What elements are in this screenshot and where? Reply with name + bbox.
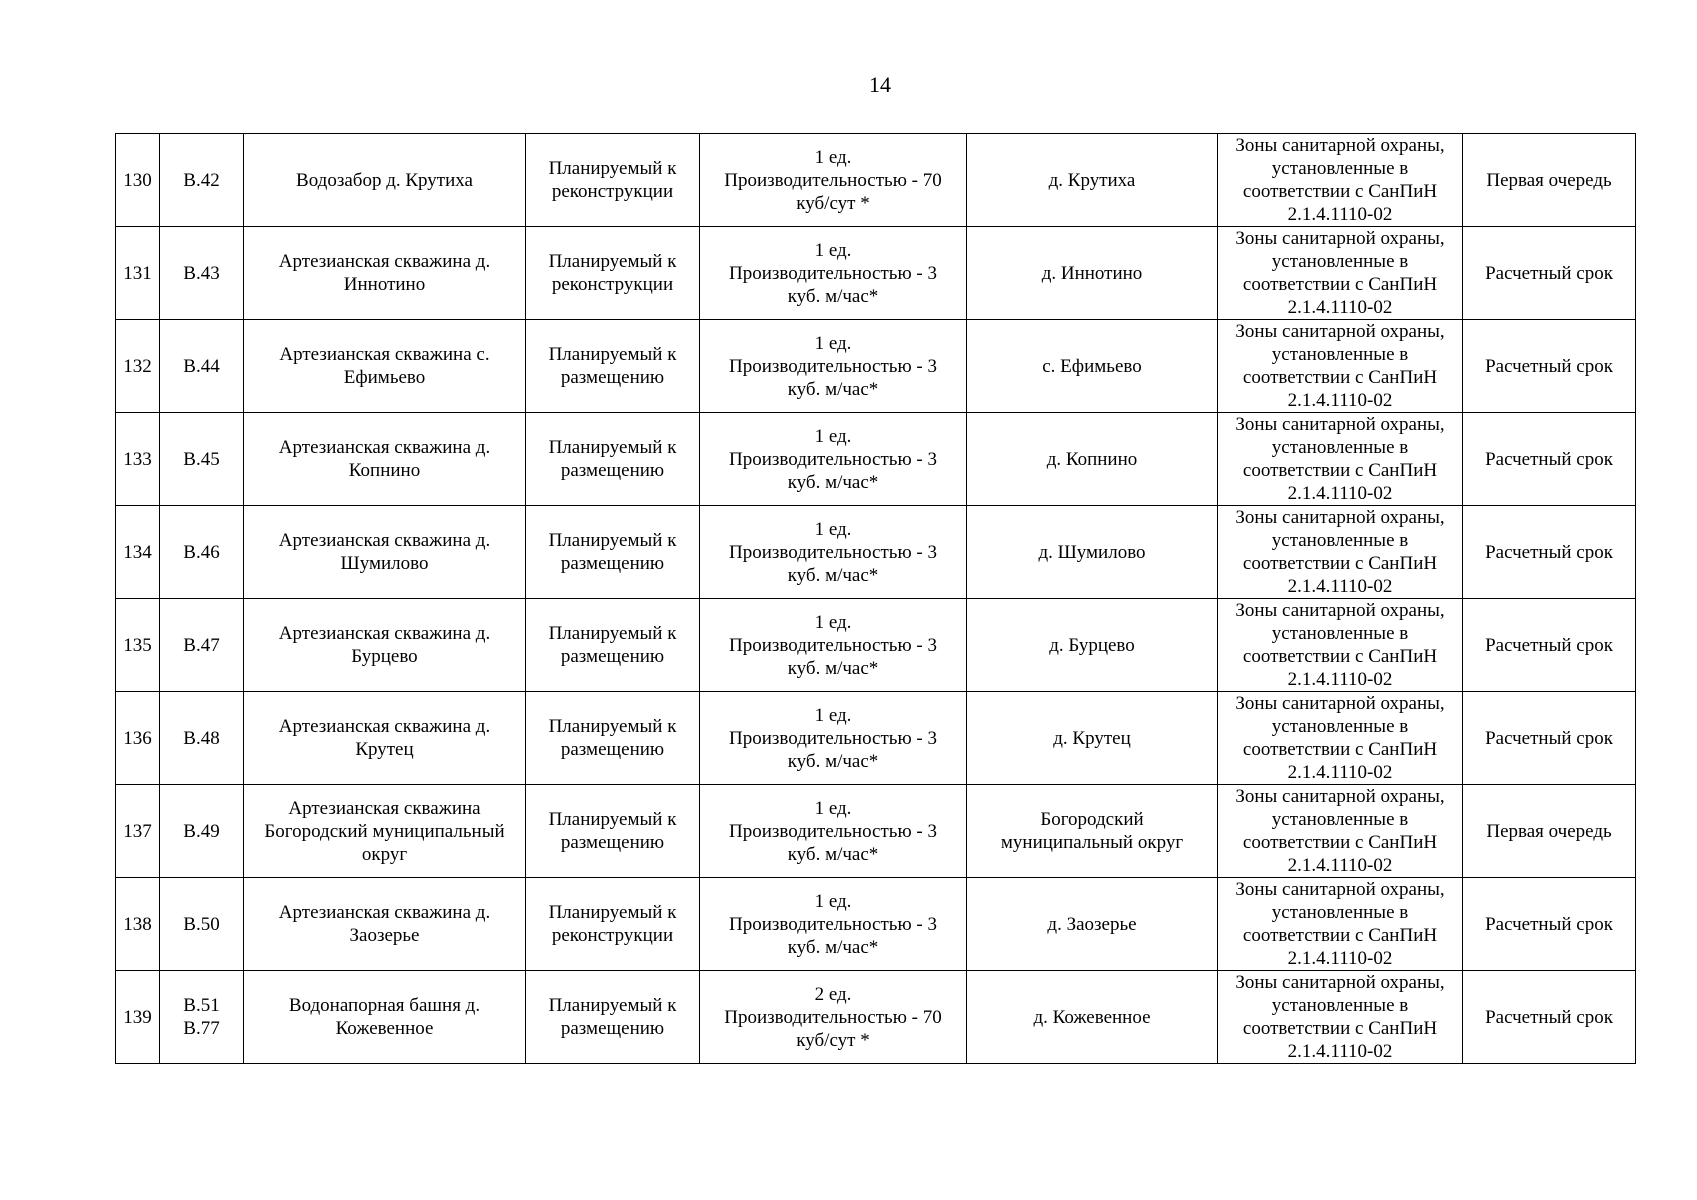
capacity-cell: 1 ед. Производительностью - 3 куб. м/час* [700, 227, 967, 320]
object-code-cell: В.46 [160, 506, 244, 599]
status-cell: Планируемый к размещению [526, 320, 700, 413]
implementation-term-cell: Первая очередь [1463, 134, 1636, 227]
capacity-cell: 1 ед. Производительностью - 3 куб. м/час* [700, 692, 967, 785]
object-code-cell: В.48 [160, 692, 244, 785]
status-cell: Планируемый к размещению [526, 692, 700, 785]
object-name-cell: Артезианская скважина д. Копнино [244, 413, 526, 506]
implementation-term-cell: Расчетный срок [1463, 320, 1636, 413]
table-row [116, 692, 1636, 785]
object-code-cell: В.51 В.77 [160, 971, 244, 1064]
object-name-cell: Водозабор д. Крутиха [244, 134, 526, 227]
protection-zone-cell: Зоны санитарной охраны, установленные в соответствии с СанПиН 2.1.4.1110-02 [1218, 227, 1463, 320]
implementation-term-cell: Расчетный срок [1463, 227, 1636, 320]
table-row [116, 227, 1636, 320]
row-number-cell: 135 [116, 599, 160, 692]
object-code-cell: В.50 [160, 878, 244, 971]
object-name-cell: Артезианская скважина д. Шумилово [244, 506, 526, 599]
object-code-cell: В.49 [160, 785, 244, 878]
protection-zone-cell: Зоны санитарной охраны, установленные в соответствии с СанПиН 2.1.4.1110-02 [1218, 134, 1463, 227]
object-name-cell: Артезианская скважина Богородский муниципальный округ [244, 785, 526, 878]
table-row [116, 413, 1636, 506]
protection-zone-cell: Зоны санитарной охраны, установленные в соответствии с СанПиН 2.1.4.1110-02 [1218, 971, 1463, 1064]
implementation-term-cell: Расчетный срок [1463, 878, 1636, 971]
row-number-cell: 131 [116, 227, 160, 320]
location-cell: д. Копнино [967, 413, 1218, 506]
protection-zone-cell: Зоны санитарной охраны, установленные в соответствии с СанПиН 2.1.4.1110-02 [1218, 413, 1463, 506]
row-number-cell: 132 [116, 320, 160, 413]
location-cell: д. Бурцево [967, 599, 1218, 692]
table-row [116, 971, 1636, 1064]
object-code-cell: В.44 [160, 320, 244, 413]
capacity-cell: 1 ед. Производительностью - 3 куб. м/час* [700, 878, 967, 971]
row-number-cell: 136 [116, 692, 160, 785]
object-name-cell: Артезианская скважина с. Ефимьево [244, 320, 526, 413]
capacity-cell: 1 ед. Производительностью - 70 куб/сут * [700, 134, 967, 227]
protection-zone-cell: Зоны санитарной охраны, установленные в соответствии с СанПиН 2.1.4.1110-02 [1218, 692, 1463, 785]
capacity-cell: 1 ед. Производительностью - 3 куб. м/час* [700, 599, 967, 692]
location-cell: д. Кожевенное [967, 971, 1218, 1064]
implementation-term-cell: Расчетный срок [1463, 692, 1636, 785]
table-body [116, 134, 1636, 1064]
status-cell: Планируемый к размещению [526, 599, 700, 692]
location-cell: д. Крутиха [967, 134, 1218, 227]
table-row [116, 599, 1636, 692]
implementation-term-cell: Расчетный срок [1463, 971, 1636, 1064]
page-number: 14 [869, 72, 891, 97]
object-name-cell: Артезианская скважина д. Бурцево [244, 599, 526, 692]
table-row [116, 878, 1636, 971]
status-cell: Планируемый к размещению [526, 971, 700, 1064]
row-number-cell: 138 [116, 878, 160, 971]
object-name-cell: Артезианская скважина д. Заозерье [244, 878, 526, 971]
location-cell: д. Заозерье [967, 878, 1218, 971]
table-row [116, 134, 1636, 227]
object-name-cell: Артезианская скважина д. Иннотино [244, 227, 526, 320]
object-code-cell: В.43 [160, 227, 244, 320]
location-cell: д. Иннотино [967, 227, 1218, 320]
row-number-cell: 137 [116, 785, 160, 878]
table-row [116, 785, 1636, 878]
implementation-term-cell: Расчетный срок [1463, 599, 1636, 692]
capacity-cell: 1 ед. Производительностью - 3 куб. м/час* [700, 785, 967, 878]
water-facilities-table [115, 133, 1636, 1064]
status-cell: Планируемый к размещению [526, 413, 700, 506]
status-cell: Планируемый к реконструкции [526, 227, 700, 320]
table-row [116, 320, 1636, 413]
implementation-term-cell: Расчетный срок [1463, 413, 1636, 506]
capacity-cell: 1 ед. Производительностью - 3 куб. м/час* [700, 320, 967, 413]
capacity-cell: 1 ед. Производительностью - 3 куб. м/час* [700, 506, 967, 599]
capacity-cell: 2 ед. Производительностью - 70 куб/сут * [700, 971, 967, 1064]
location-cell: д. Шумилово [967, 506, 1218, 599]
implementation-term-cell: Расчетный срок [1463, 506, 1636, 599]
location-cell: д. Крутец [967, 692, 1218, 785]
capacity-cell: 1 ед. Производительностью - 3 куб. м/час* [700, 413, 967, 506]
implementation-term-cell: Первая очередь [1463, 785, 1636, 878]
row-number-cell: 130 [116, 134, 160, 227]
object-code-cell: В.47 [160, 599, 244, 692]
object-name-cell: Артезианская скважина д. Крутец [244, 692, 526, 785]
status-cell: Планируемый к реконструкции [526, 134, 700, 227]
row-number-cell: 139 [116, 971, 160, 1064]
protection-zone-cell: Зоны санитарной охраны, установленные в соответствии с СанПиН 2.1.4.1110-02 [1218, 878, 1463, 971]
protection-zone-cell: Зоны санитарной охраны, установленные в соответствии с СанПиН 2.1.4.1110-02 [1218, 320, 1463, 413]
protection-zone-cell: Зоны санитарной охраны, установленные в соответствии с СанПиН 2.1.4.1110-02 [1218, 599, 1463, 692]
row-number-cell: 133 [116, 413, 160, 506]
location-cell: с. Ефимьево [967, 320, 1218, 413]
table-row [116, 506, 1636, 599]
status-cell: Планируемый к реконструкции [526, 878, 700, 971]
status-cell: Планируемый к размещению [526, 785, 700, 878]
object-code-cell: В.42 [160, 134, 244, 227]
object-code-cell: В.45 [160, 413, 244, 506]
protection-zone-cell: Зоны санитарной охраны, установленные в соответствии с СанПиН 2.1.4.1110-02 [1218, 785, 1463, 878]
location-cell: Богородский муниципальный округ [967, 785, 1218, 878]
row-number-cell: 134 [116, 506, 160, 599]
object-name-cell: Водонапорная башня д. Кожевенное [244, 971, 526, 1064]
protection-zone-cell: Зоны санитарной охраны, установленные в соответствии с СанПиН 2.1.4.1110-02 [1218, 506, 1463, 599]
status-cell: Планируемый к размещению [526, 506, 700, 599]
